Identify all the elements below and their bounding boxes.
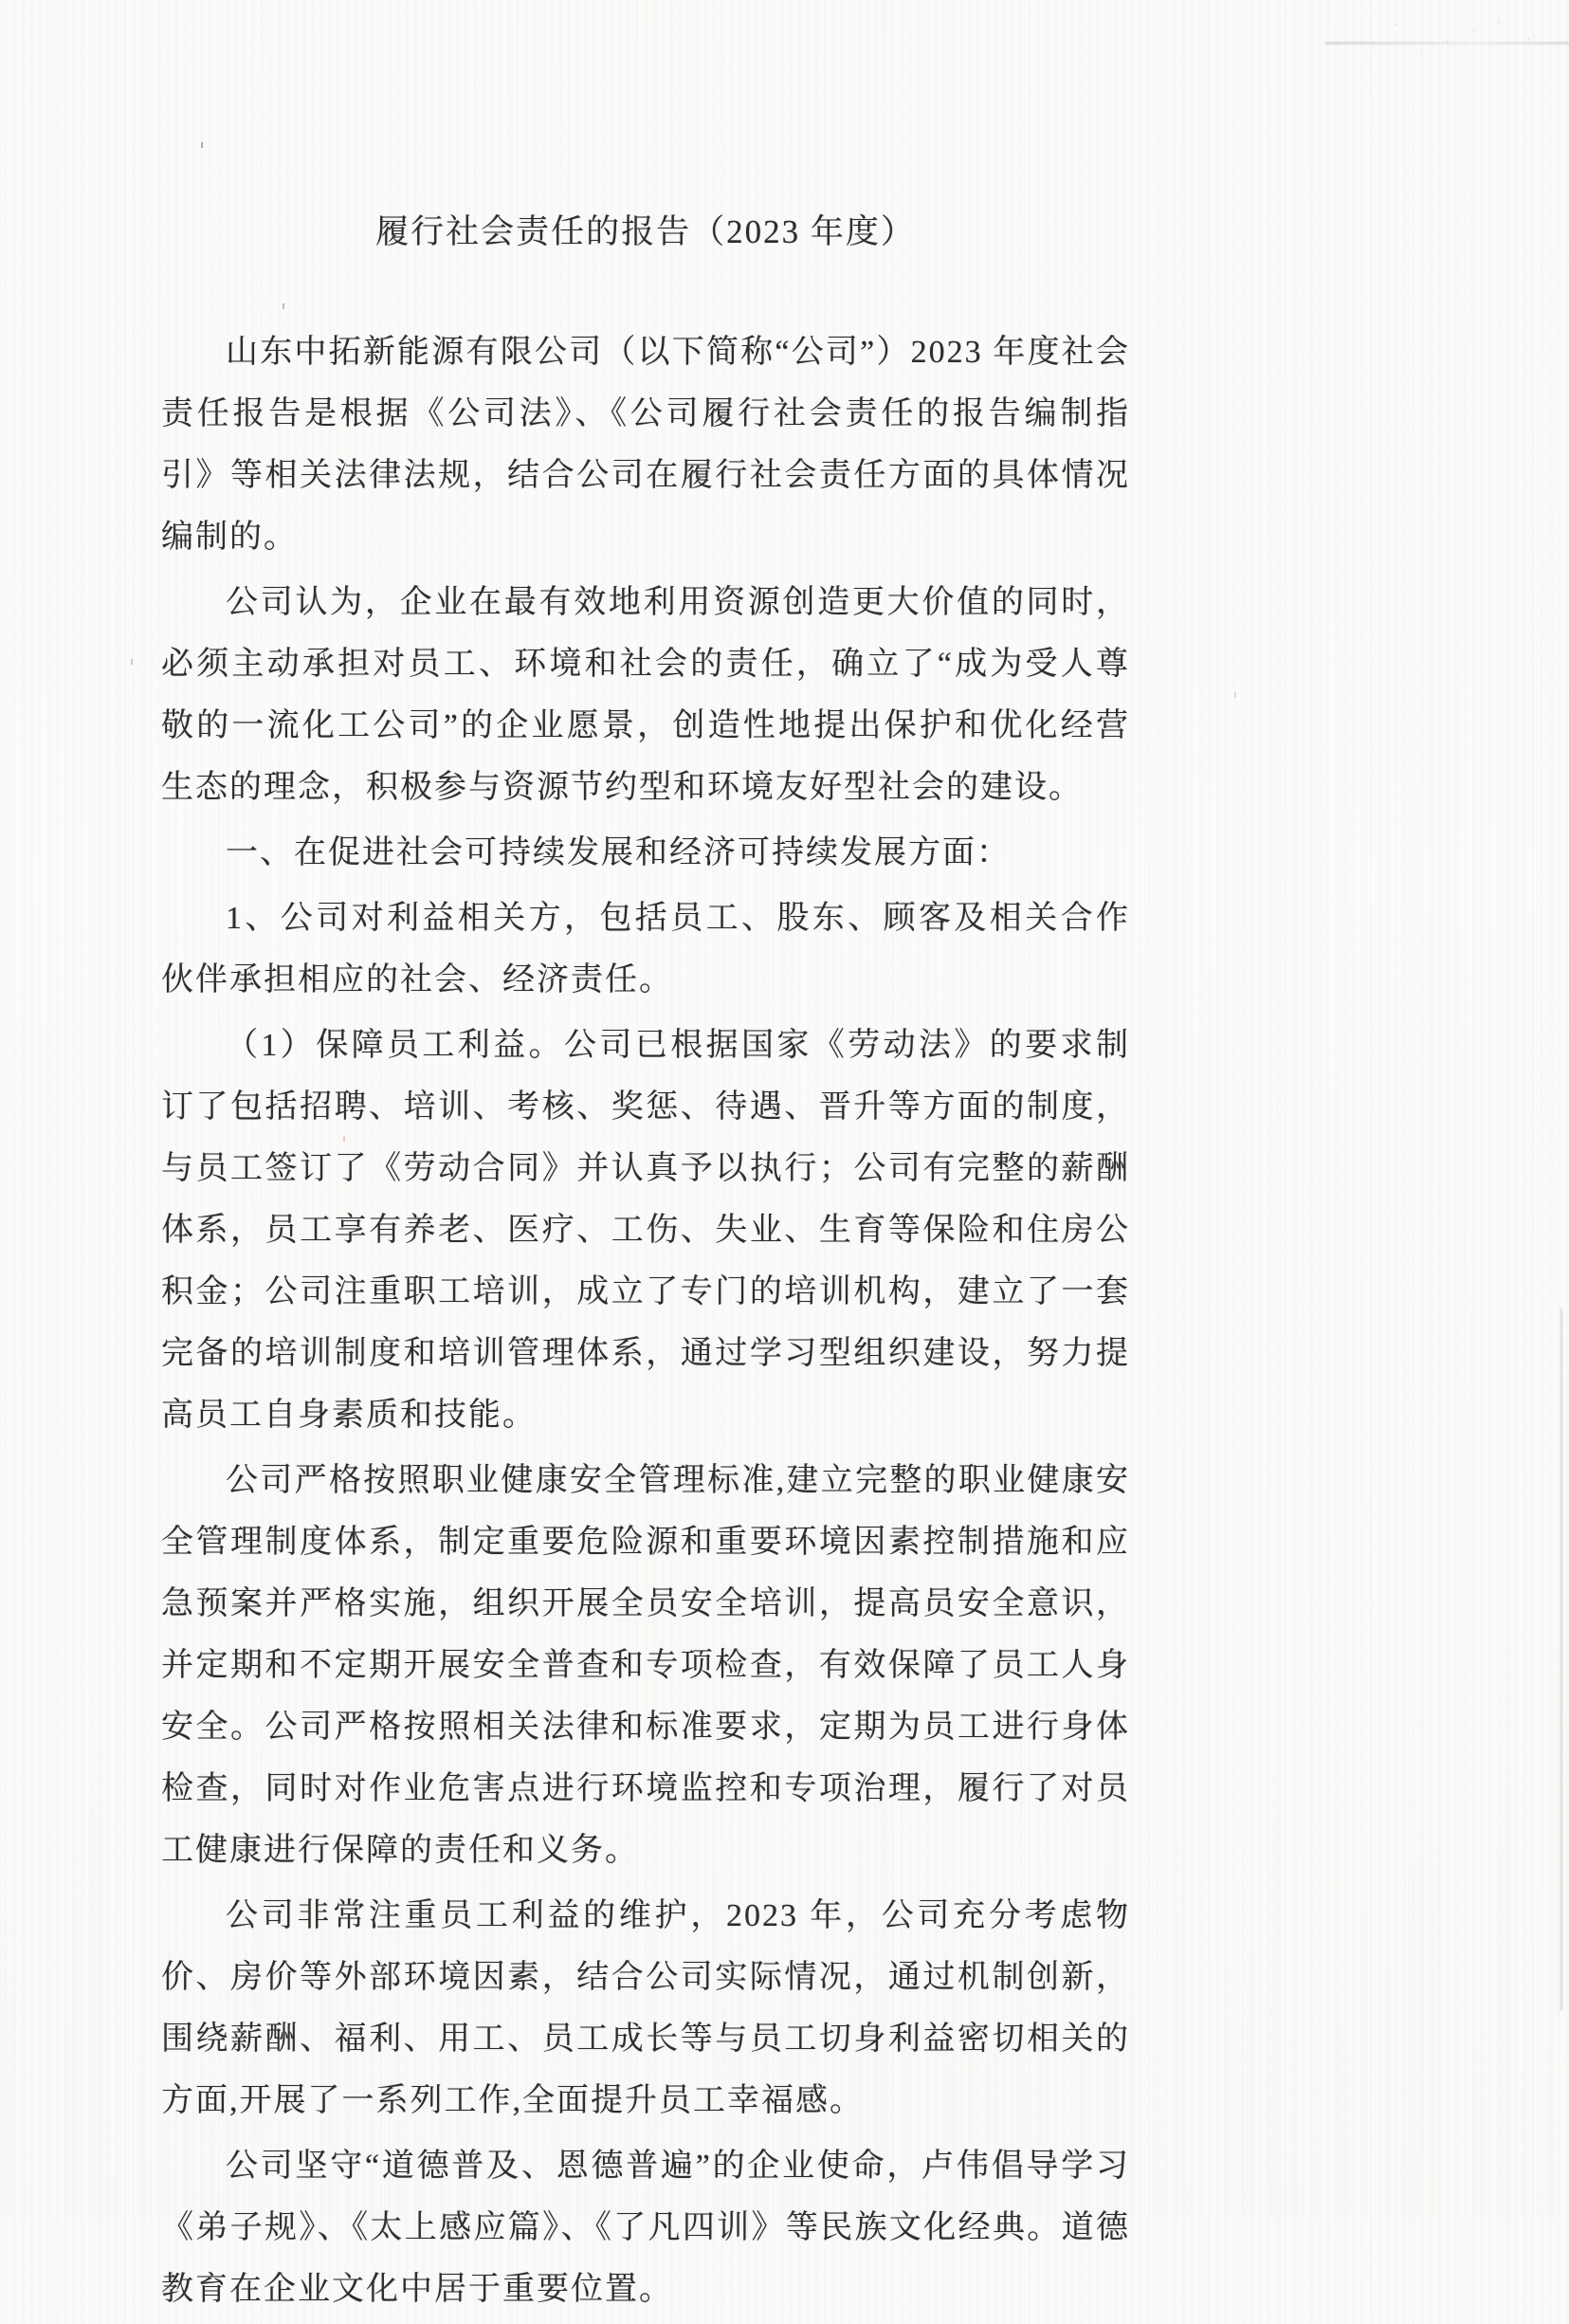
scan-edge-shadow <box>1560 1308 1562 2010</box>
section-heading-sustainable-development: 一、在促进社会可持续发展和经济可持续发展方面： <box>226 835 1011 870</box>
scan-streak <box>1325 42 1569 45</box>
paragraph-occupational-health-safety: 公司严格按照职业健康安全管理标准,建立完整的职业健康安全管理制度体系，制定重要危险源和重要环境因素控制措施和应急预案并严格实施，组织开展全员安全培训，提高员安全意识，并定期和不定期开展安全普查和专项检查，有效保障了员工人身安全。公司严格按照相关法律和标准要求，定期为员工进行身体检查，同时对作业危害点进行环境监控和专项治理，履行了对员工健康进行保障的责任和义务。 <box>161 1463 1130 1868</box>
paragraph-moral-education: 公司坚守“道德普及、恩德普遍”的企业使命，卢伟倡导学习《弟子规》、《太上感应篇》、《了凡四训》等民族文化经典。道德教育在企业文化中居于重要位置。 <box>161 2149 1130 2307</box>
document-title: 履行社会责任的报告（2023 年度） <box>375 213 916 250</box>
scan-specks <box>201 142 203 148</box>
document-content <box>161 201 1130 2324</box>
paragraph-stakeholder-responsibility: 1、公司对利益相关方，包括员工、股东、顾客及相关合作伙伴承担相应的社会、经济责任。 <box>161 901 1130 997</box>
paragraph-company-philosophy: 公司认为，企业在最有效地利用资源创造更大价值的同时，必须主动承担对员工、环境和社会的责任，确立了“成为受人尊敬的一流化工公司”的企业愿景，创造性地提出保护和优化经营生态的理念，积极参与资源节约型和环境友好型社会的建设。 <box>161 585 1130 805</box>
paragraph-employee-interests: （1）保障员工利益。公司已根据国家《劳动法》的要求制订了包括招聘、培训、考核、奖惩、待遇、晋升等方面的制度，与员工签订了《劳动合同》并认真予以执行；公司有完整的薪酬体系，员工享有养老、医疗、工伤、失业、生育等保险和住房公积金；公司注重职工培训，成立了专门的培训机构，建立了一套完备的培训制度和培训管理体系，通过学习型组织建设，努力提高员工自身素质和技能。 <box>161 1028 1130 1433</box>
paragraph-report-basis: 山东中拓新能源有限公司（以下简称“公司”）2023 年度社会责任报告是根据《公司法》、《公司履行社会责任的报告编制指引》等相关法律法规，结合公司在履行社会责任方面的具体情况编制的。 <box>161 335 1130 555</box>
paragraph-employee-welfare-2023: 公司非常注重员工利益的维护，2023 年，公司充分考虑物价、房价等外部环境因素，结合公司实际情况，通过机制创新，围绕薪酬、福利、用工、员工成长等与员工切身利益密切相关的方面,开展了一系列工作,全面提升员工幸福感。 <box>161 1898 1130 2118</box>
scan-noise-blob <box>1356 8 1560 64</box>
